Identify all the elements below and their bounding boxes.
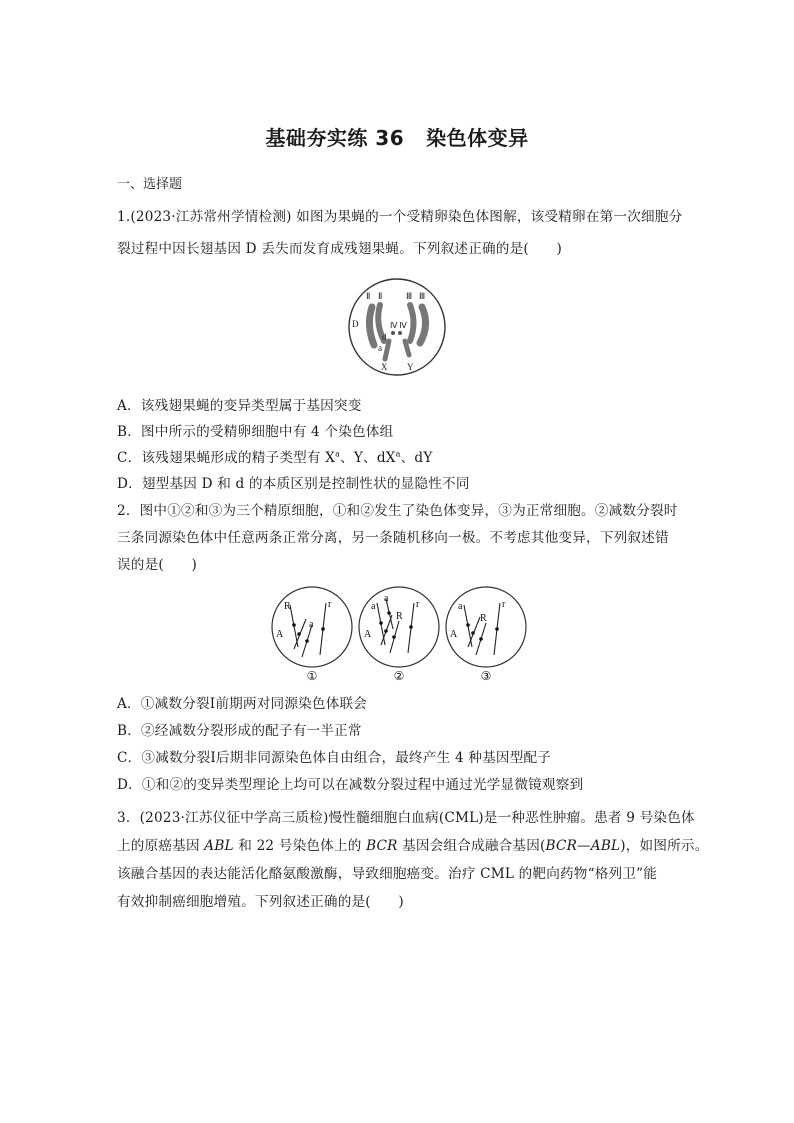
title-main: 基础夯实练 36 xyxy=(265,126,405,150)
label-IV: Ⅳ Ⅳ xyxy=(390,321,407,330)
svg-text:R: R xyxy=(284,601,291,612)
svg-text:r: r xyxy=(502,599,506,610)
label-X: X xyxy=(381,362,388,372)
q2-stem-line2: 三条同源染色体中任意两条正常分离，另一条随机移向一极。不考虑其他变异，下列叙述错 xyxy=(117,530,669,546)
svg-text:a: a xyxy=(309,619,314,630)
label-III-right: Ⅲ xyxy=(419,291,426,301)
title-topic: 染色体变异 xyxy=(426,126,529,150)
svg-text:a: a xyxy=(458,601,463,612)
q2-stem-line1: 2．图中①②和③为三个精原细胞，①和②发生了染色体变异，③为正常细胞。②减数分裂时 xyxy=(117,503,678,519)
svg-text:R: R xyxy=(480,613,487,624)
svg-text:A: A xyxy=(364,629,372,640)
chromosome-III-left xyxy=(410,305,414,341)
cell-3 xyxy=(446,587,526,667)
q2-stem-line3: 误的是( ) xyxy=(117,557,197,573)
cell-2-label: ② xyxy=(393,669,405,683)
label-Y: Y xyxy=(407,362,414,372)
q3-stem-line3: 该融合基因的表达能活化酪氨酸激酶，导致细胞癌变。治疗 CML 的靶向药物“格列卫”能 xyxy=(117,866,658,882)
q2-option-b: B．②经减数分裂形成的配子有一半正常 xyxy=(117,723,362,739)
q1-option-a: A．该残翅果蝇的变异类型属于基因突变 xyxy=(117,398,362,414)
q2-option-d: D．①和②的变异类型理论上均可以在减数分裂过程中通过光学显微镜观察到 xyxy=(117,777,584,793)
q3-stem-line4: 有效抑制癌细胞增殖。下列叙述正确的是( ) xyxy=(117,894,404,910)
q1-stem-line2: 裂过程中因长翅基因 D 丢失而发育成残翅果蝇。下列叙述正确的是( ) xyxy=(117,241,562,257)
svg-text:r: r xyxy=(328,599,332,610)
q2-option-a: A．①减数分裂Ⅰ前期两对同源染色体联会 xyxy=(117,696,368,712)
q3-stem-line1: 3．(2023·江苏仪征中学高三质检)慢性髓细胞白血病(CML)是一种恶性肿瘤。患者 9 号染色体 xyxy=(117,810,695,826)
svg-text:r: r xyxy=(416,599,420,610)
label-a: a xyxy=(378,343,382,353)
svg-text:R: R xyxy=(396,611,403,622)
svg-text:a: a xyxy=(384,593,389,604)
q2-cells-figure xyxy=(268,585,532,683)
cell-2 xyxy=(359,587,439,667)
svg-text:A: A xyxy=(450,629,458,640)
q1-option-c: C．该残翅果蝇形成的精子类型有 $X^a$、Y、$dX^a$、dY xyxy=(117,449,433,466)
cell-1-label: ① xyxy=(306,669,318,683)
q1-chromosome-figure xyxy=(342,277,452,377)
q2-option-c: C．③减数分裂Ⅰ后期非同源染色体自由组合，最终产生 4 种基因型配子 xyxy=(117,750,552,766)
label-III-left: Ⅲ xyxy=(406,291,413,301)
q3-stem-line2: 上的原癌基因 ABL 和 22 号染色体上的 BCR 基因会组合成融合基因(BCR—ABL)，如图所示。 xyxy=(117,838,709,854)
label-II-right: Ⅱ xyxy=(378,291,383,301)
svg-text:a: a xyxy=(371,601,376,612)
q1-option-d: D．翅型基因 D 和 d 的本质区别是控制性状的显隐性不同 xyxy=(117,476,470,492)
q1-option-b: B．图中所示的受精卵细胞中有 4 个染色体组 xyxy=(117,424,394,440)
label-D: D xyxy=(352,319,359,329)
page-title xyxy=(0,122,794,151)
cell-3-label: ③ xyxy=(480,669,492,683)
label-d: d xyxy=(382,332,387,342)
label-II-left: Ⅱ xyxy=(366,291,371,301)
svg-text:A: A xyxy=(276,629,284,640)
q1-stem-line1: 1.(2023·江苏常州学情检测) 如图为果蝇的一个受精卵染色体图解，该受精卵在第一次细胞分 xyxy=(117,209,683,225)
section-heading: 一、选择题 xyxy=(117,177,183,192)
